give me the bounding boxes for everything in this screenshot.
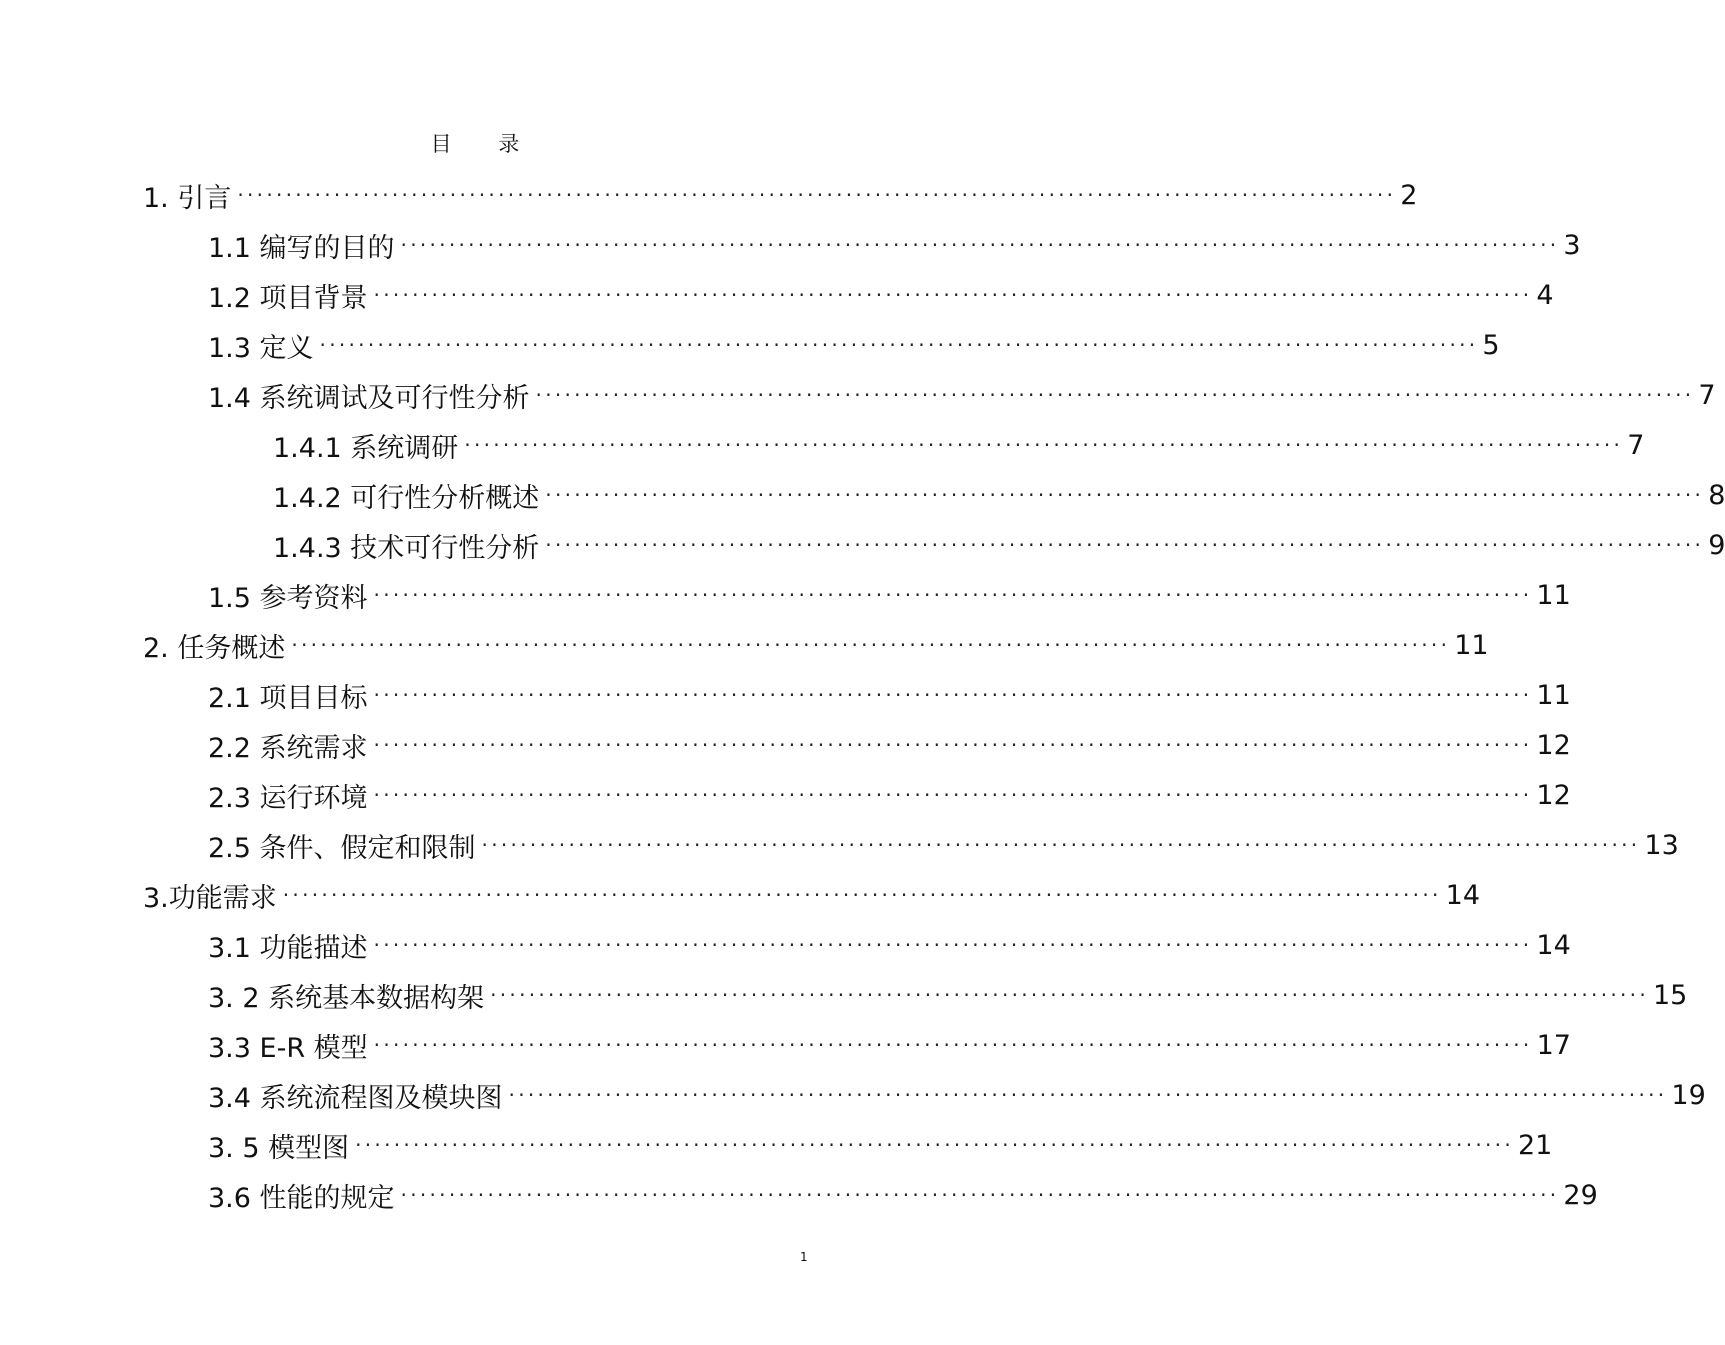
toc-entry[interactable] <box>208 1020 1571 1070</box>
toc-entry-label: 3.功能需求 <box>143 882 277 914</box>
toc-entry-page: 5 <box>1482 329 1500 361</box>
toc-entry[interactable] <box>208 770 1571 820</box>
toc-entry[interactable] <box>208 1120 1553 1170</box>
toc-entry-label: 2.3 运行环境 <box>208 782 368 814</box>
toc-entry-label: 3. 5 模型图 <box>208 1132 350 1164</box>
dot-leader: ························································································································ <box>373 733 1533 757</box>
toc-entry-label: 1.3 定义 <box>208 332 314 364</box>
toc-entry-label: 2. 任务概述 <box>143 632 286 664</box>
toc-entry[interactable] <box>208 820 1679 870</box>
toc-entry-page: 2 <box>1400 179 1418 211</box>
dot-leader: ························································································································ <box>373 1033 1533 1057</box>
toc-entry-page: 13 <box>1644 829 1679 861</box>
toc-entry[interactable] <box>208 970 1688 1020</box>
toc-entry-label: 3. 2 系统基本数据构架 <box>208 982 485 1014</box>
dot-leader: ························································································································ <box>373 283 1533 307</box>
dot-leader: ························································································································ <box>400 1183 1560 1207</box>
toc-entry-page: 15 <box>1653 979 1688 1011</box>
dot-leader: ························································································································ <box>291 633 1451 657</box>
toc-entry-page: 8 <box>1708 479 1725 511</box>
toc-entry-label: 1.5 参考资料 <box>208 582 368 614</box>
toc-entry-label: 3.1 功能描述 <box>208 932 368 964</box>
toc-entry-label: 1. 引言 <box>143 182 232 214</box>
toc-entry[interactable] <box>273 520 1725 570</box>
toc-entry-label: 2.2 系统需求 <box>208 732 368 764</box>
toc-entry-page: 29 <box>1563 1179 1598 1211</box>
dot-leader: ························································································································ <box>400 233 1560 257</box>
dot-leader: ························································································································ <box>535 383 1695 407</box>
toc-entry-label: 1.2 项目背景 <box>208 282 368 314</box>
dot-leader: ························································································································ <box>373 683 1533 707</box>
toc-entry-page: 7 <box>1698 379 1716 411</box>
dot-leader: ························································································································ <box>282 883 1442 907</box>
toc-entry[interactable] <box>273 420 1645 470</box>
toc-entry-page: 17 <box>1536 1029 1571 1061</box>
dot-leader: ························································································································ <box>508 1083 1668 1107</box>
toc-entry-label: 3.6 性能的规定 <box>208 1182 395 1214</box>
toc-entry-label: 1.4.1 系统调研 <box>273 432 459 464</box>
toc-entry[interactable] <box>208 720 1571 770</box>
toc-entry-page: 9 <box>1708 529 1725 561</box>
toc-entry[interactable] <box>208 220 1581 270</box>
toc-entry[interactable] <box>208 270 1554 320</box>
toc-entry-page: 3 <box>1563 229 1581 261</box>
toc-entry-page: 7 <box>1627 429 1645 461</box>
toc-entry[interactable] <box>208 1070 1706 1120</box>
toc-entry-page: 14 <box>1445 879 1481 911</box>
toc-entry[interactable] <box>208 670 1571 720</box>
toc-entry-page: 11 <box>1536 579 1571 611</box>
toc-entry-label: 1.4 系统调试及可行性分析 <box>208 382 530 414</box>
toc-entry[interactable] <box>143 620 1489 670</box>
toc-entry[interactable] <box>143 170 1418 220</box>
dot-leader: ························································································································ <box>464 433 1624 457</box>
toc-entry-label: 1.4.3 技术可行性分析 <box>273 532 540 564</box>
dot-leader: ························································································································ <box>319 333 1479 357</box>
toc-entry-label: 1.1 编写的目的 <box>208 232 395 264</box>
dot-leader: ························································································································ <box>545 483 1705 507</box>
toc-entry-page: 14 <box>1536 929 1571 961</box>
toc-entry-label: 2.5 条件、假定和限制 <box>208 832 476 864</box>
toc-entry[interactable] <box>208 320 1500 370</box>
dot-leader: ························································································································ <box>373 583 1533 607</box>
toc-entry-label: 1.4.2 可行性分析概述 <box>273 482 540 514</box>
toc-entry[interactable] <box>208 920 1571 970</box>
toc-entry-page: 12 <box>1536 779 1571 811</box>
dot-leader: ························································································································ <box>373 933 1533 957</box>
toc-entry-label: 2.1 项目目标 <box>208 682 368 714</box>
dot-leader: ························································································································ <box>545 533 1705 557</box>
dot-leader: ························································································································ <box>355 1133 1514 1157</box>
toc-title: 目 录 <box>430 132 540 156</box>
toc-entry-page: 11 <box>1536 679 1571 711</box>
toc-entry-label: 3.3 E-R 模型 <box>208 1032 368 1064</box>
toc-entry-page: 12 <box>1536 729 1571 761</box>
toc-entry-page: 19 <box>1671 1079 1706 1111</box>
toc-entry[interactable] <box>208 570 1571 620</box>
dot-leader: ························································································································ <box>481 833 1641 857</box>
toc-entry[interactable] <box>208 1170 1598 1220</box>
toc-entry[interactable] <box>143 870 1481 920</box>
toc-entry-page: 4 <box>1536 279 1554 311</box>
page-number: 1 <box>800 1250 808 1264</box>
dot-leader: ························································································································ <box>373 783 1533 807</box>
toc-entry[interactable] <box>208 370 1716 420</box>
toc-entry-page: 11 <box>1454 629 1489 661</box>
toc-entry-label: 3.4 系统流程图及模块图 <box>208 1082 503 1114</box>
toc-entry-page: 21 <box>1518 1129 1553 1161</box>
dot-leader: ························································································································ <box>237 183 1397 207</box>
dot-leader: ························································································································ <box>490 983 1649 1007</box>
toc-entry[interactable] <box>273 470 1725 520</box>
